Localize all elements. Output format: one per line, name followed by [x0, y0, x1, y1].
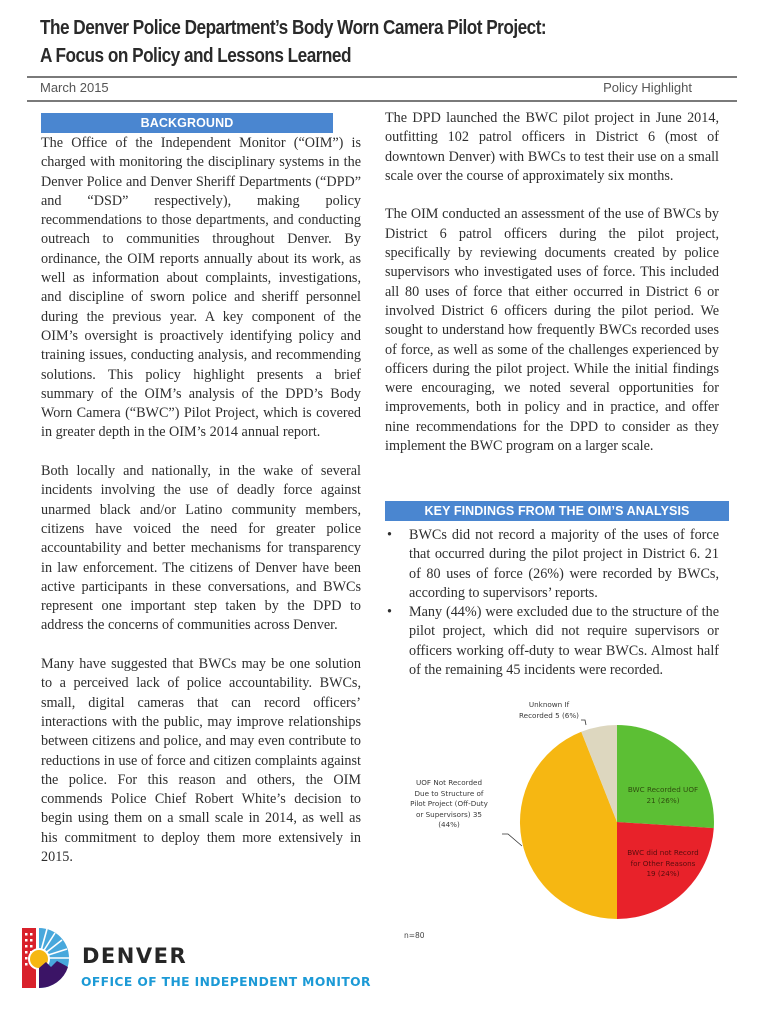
denver-logo-icon: [22, 926, 72, 990]
label-unknown: Unknown If Recorded 5 (6%): [519, 700, 579, 720]
leader-line-structure: [502, 834, 522, 846]
right-column-intro: [385, 109, 719, 476]
uof-recording-pie-chart: [380, 690, 750, 950]
logo-office-name: OFFICE OF THE INDEPENDENT MONITOR: [81, 975, 371, 989]
label-not-recorded-other: BWC did not Record for Other Reasons 19 (24%): [627, 848, 699, 878]
label-bwc-recorded: BWC Recorded UOF 21 (26%): [627, 785, 699, 805]
title-line-1: The Denver Police Department’s Body Worn Camera Pilot Project:: [40, 17, 547, 39]
finding-item: [385, 603, 719, 680]
sample-size-note: n=80: [404, 931, 425, 940]
finding-text: Many (44%) were excluded due to the structure of the pilot project, which did not require supervisors or officers working off-duty to wear BWCs. Almost half of the remaining 45 incidents were recorded.: [409, 604, 719, 679]
bullet-icon: •: [387, 527, 392, 543]
header-bottom-rule: [27, 100, 737, 102]
finding-text: BWCs did not record a majority of the uses of force that occurred during the pilot project in District 6. 21 of 80 uses of force (26%) were recorded by BWCs, according to supervisors’ reports.: [409, 527, 719, 601]
publication-date: March 2015: [40, 80, 109, 95]
label-structure-excluded: UOF Not Recorded Due to Structure of Pilot Project (Off-Duty or Supervisors) 35 (44%): [410, 778, 488, 829]
background-paragraph-2: Both locally and nationally, in the wake of several incidents involving the use of deadly force against unarmed black and/or Latino community members, citizens have voiced the need for greater police accountability and better mechanisms for transparency in law enforcement. The citizens of Denver have been active participants in these conversations, and BWCs represent one important step taken by the DPD to address the concerns of communities across Denver.: [41, 463, 361, 634]
bullet-icon: •: [387, 604, 392, 621]
left-column: [41, 134, 361, 887]
logo-denver-wordmark: DENVER: [82, 944, 188, 968]
section-header-background: BACKGROUND: [41, 113, 333, 133]
assessment-paragraph: The OIM conducted an assessment of the use of BWCs by District 6 patrol officers during the pilot project, specifically by reviewing documents created by police supervisors who investigated uses of force. This included all 80 uses of force that either occurred in District 6 or involved District 6 officers during the pilot period. We sought to understand how frequently BWCs recorded uses of force, as well as some of the challenges experienced by officers during the pilot project. While the initial findings were encouraging, we noted several opportunities for improvements, both in policy and in practice, and offer nine recommendations for the DPD to consider as they implement the BWC program on a larger scale.: [385, 206, 719, 455]
findings-list: [385, 526, 719, 680]
key-findings: [385, 526, 719, 680]
section-header-key-findings: KEY FINDINGS FROM THE OIM’S ANALYSIS: [385, 501, 729, 521]
pilot-paragraph: The DPD launched the BWC pilot project in June 2014, outfitting 102 patrol officers in District 6 (most of downtown Denver) with BWCs to test their use on a small scale over the course of approximately six months.: [385, 110, 719, 184]
slice-bwc-recorded: [617, 725, 714, 828]
document-title: [40, 14, 546, 70]
finding-item: [385, 526, 719, 603]
header-top-rule: [27, 76, 737, 78]
document-type: Policy Highlight: [603, 80, 692, 95]
background-paragraph-1: The Office of the Independent Monitor (“OIM”) is charged with monitoring the disciplinary systems in the Denver Police and Denver Sheriff Departments (“DPD” and “DSD” respectively), making policy recommendations to those departments, and conducting outreach to communities throughout Denver. By ordinance, the OIM reports annually about its work, as well as information about complaints, investigations, and discipline of sworn police and sheriff personnel during the previous year. A key component of the OIM’s oversight is proactively identifying policy and training issues, conducting analysis, and recommending solutions. This policy highlight presents a brief summary of the OIM’s analysis of the DPD’s Body Worn Camera (“BWC”) Pilot Project, which is covered in greater depth in the OIM’s 2014 annual report.: [41, 135, 361, 441]
title-line-2: A Focus on Policy and Lessons Learned: [40, 45, 351, 67]
background-paragraph-3: Many have suggested that BWCs may be one solution to a perceived lack of police accountability. BWCs, small, digital cameras that can record officers’ interactions with the public, may improve relationships between citizens and police, and may even contribute to reductions in use of force and citizen complaints against the police. For this reason and others, the OIM commends Police Chief Robert White’s decision to begin using them on a small scale in 2014, as well as his commitment to deploy them more extensively in 2015.: [41, 656, 361, 865]
